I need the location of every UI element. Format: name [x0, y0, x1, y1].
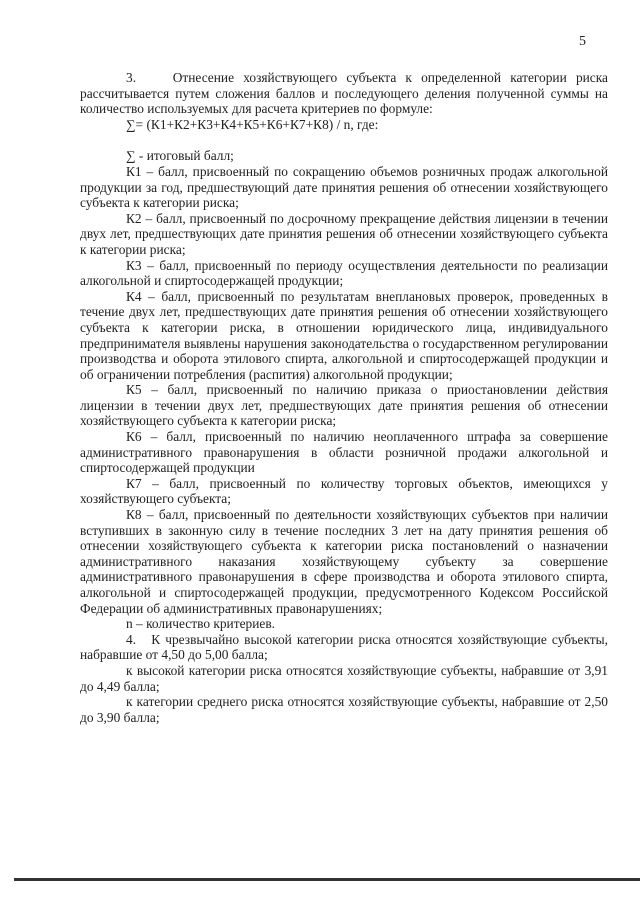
definition-k6: К6 – балл, присвоенный по наличию неоплаченного штрафа за совершение административного правонарушения в области розничной продажи алкогольной и спиртосодержащей продукции	[80, 429, 608, 476]
definition-sum: ∑ - итоговый балл;	[126, 148, 234, 164]
definition-n: n – количество критериев.	[126, 616, 275, 632]
formula: ∑= (К1+К2+К3+К4+К5+К6+К7+К8) / n, где:	[126, 116, 379, 132]
page-number: 5	[579, 34, 586, 49]
paragraph-3-intro: 3. Отнесение хозяйствующего субъекта к определенной категории риска рассчитывается путем сложения баллов и последующего деления полученной суммы на количество используемых для расчета критериев по формуле:	[80, 70, 608, 117]
definition-k2: К2 – балл, присвоенный по досрочному прекращение действия лицензии в течении двух лет, предшествующих дате принятия решения об отнесении хозяйствующего субъекта к категории риска;	[80, 210, 608, 257]
paragraph-4-extreme-risk: 4. К чрезвычайно высокой категории риска относятся хозяйствующие субъекты, набравшие от 4,50 до 5,00 балла;	[80, 631, 608, 663]
definition-k8: К8 – балл, присвоенный по деятельности хозяйствующих субъектов при наличии вступивших в законную силу в течение последних 3 лет на дату принятия решения об отнесении хозяйствующего субъекта к категории риска постановлений о назначении административного наказания хозяйствующему субъекту за совершение административного правонарушения в сфере производства и оборота этилового спирта, алкогольной и спиртосодержащей продукции, предусмотренного Кодексом Российской Федерации об административных правонарушениях;	[80, 507, 608, 616]
definition-k7: К7 – балл, присвоенный по количеству торговых объектов, имеющихся у хозяйствующего субъекта;	[80, 475, 608, 507]
definition-k5: К5 – балл, присвоенный по наличию приказа о приостановлении действия лицензии в течении двух лет, предшествующих дате принятия решения об отнесении хозяйствующего субъекта к категории риска;	[80, 382, 608, 429]
medium-risk-category: к категории среднего риска относятся хозяйствующие субъекты, набравшие от 2,50 до 3,90 балла;	[80, 694, 608, 725]
definition-k4: К4 – балл, присвоенный по результатам внеплановых проверок, проведенных в течение двух лет, предшествующих дате принятия решения об отнесении хозяйствующего субъекта к категории риска, в отношении юридического лица, индивидуального предпринимателя выявлены нарушения законодательства о государственном регулировании производства и оборота этилового спирта, алкогольной и спиртосодержащей продукции и об ограничении потребления (распития) алкогольной продукции;	[80, 288, 608, 382]
definition-k3: К3 – балл, присвоенный по периоду осуществления деятельности по реализации алкогольной и спиртосодержащей продукции;	[80, 257, 608, 289]
blank-line	[80, 132, 608, 148]
bottom-border-line	[14, 878, 640, 881]
definition-k1: К1 – балл, присвоенный по сокращению объемов розничных продаж алкогольной продукции за год, предшествующий дате принятия решения об отнесении хозяйствующего субъекта к категории риска;	[80, 163, 608, 211]
document-body	[80, 70, 608, 725]
high-risk-category: к высокой категории риска относятся хозяйствующие субъекты, набравшие от 3,91 до 4,49 балла;	[80, 662, 608, 694]
